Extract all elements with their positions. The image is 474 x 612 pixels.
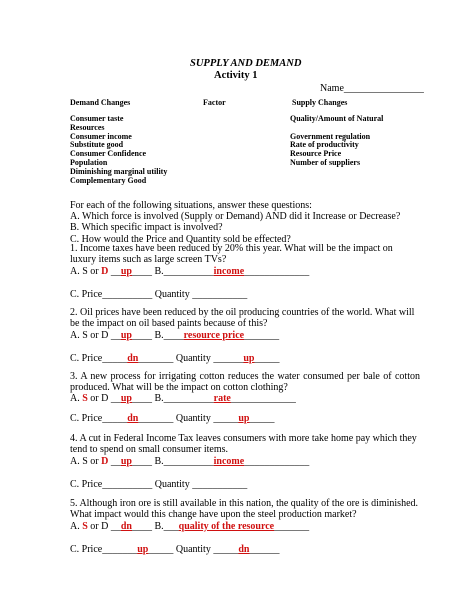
supply-list [290,115,383,168]
name-field[interactable]: Name________________ [320,83,424,94]
answer-c-5: C. Price_______up_____ Quantity _____dn______ [70,544,280,555]
page-title: SUPPLY AND DEMAND [190,58,302,69]
supply-item: Government regulation [290,131,371,141]
demand-item: Substitute good [70,140,124,150]
instruction-line: A. Which force is involved (Supply or Demand) AND did it Increase or Decrease? [70,211,401,223]
demand-item: Population [70,157,108,167]
answer-c-4: C. Price__________ Quantity ___________ [70,479,248,490]
question-1: 1. Income taxes have been reduced by 20% this year. What will be the impact on luxury items such as large screen TVs? [70,243,393,266]
question-4: 4. A cut in Federal Income Tax leaves consumers with more take home pay which they tend to spend on small consumer items. [70,433,417,456]
demand-item: Resources [70,122,105,132]
header-factor: Factor [203,98,226,107]
supply-item: Quality/Amount of Natural [290,114,384,123]
supply-item: Resource Price [290,149,342,159]
question-5: 5. Although iron ore is still available in this nation, the quality of the ore is diminished. What impact would this change have upon the steel production market? [70,498,419,521]
answer-c-2: C. Price_____dn_______ Quantity ______up_____ [70,353,280,364]
demand-item: Consumer income [70,131,132,141]
demand-item: Consumer Confidence [70,149,147,159]
instructions [70,200,420,245]
answer-c-3: C. Price_____dn_______ Quantity _____up_____ [70,413,275,424]
supply-item: Rate of productivity [290,140,359,150]
answer-c-1: C. Price__________ Quantity ___________ [70,289,248,300]
question-2: 2. Oil prices have been reduced by the oil producing countries of the world. What will be the impact on oil based paints because of this? [70,307,415,330]
page-subtitle: Activity 1 [214,70,258,81]
question-3: 3. A new process for irrigating cotton reduces the water consumed per bale of cotton produced. What will be the impact on cotton clothing? [70,371,420,394]
demand-list [70,115,167,185]
answer-a-3: A. S or D __up____ B.__________rate_____________ [70,393,296,404]
demand-item: Complementary Good [70,175,147,185]
instruction-line: B. Which specific impact is involved? [70,222,223,234]
answer-a-1: A. S or D __up____ B.__________income_____________ [70,266,310,277]
header-demand: Demand Changes [70,98,131,107]
instruction-line: For each of the following situations, answer these questions: [70,200,312,211]
header-supply: Supply Changes [292,98,348,107]
demand-item: Diminishing marginal utility [70,166,168,176]
answer-a-5: A. S or D __dn____ B.___quality of the resource_______ [70,521,310,532]
answer-a-4: A. S or D __up____ B.__________income_____________ [70,456,310,467]
supply-item: Number of suppliers [290,157,361,167]
answer-a-2: A. S or D __up____ B.____resource price_______ [70,330,280,341]
demand-item: Consumer taste [70,114,124,123]
instruction-line: C. How would the Price and Quantity sold be effected? [70,233,291,245]
